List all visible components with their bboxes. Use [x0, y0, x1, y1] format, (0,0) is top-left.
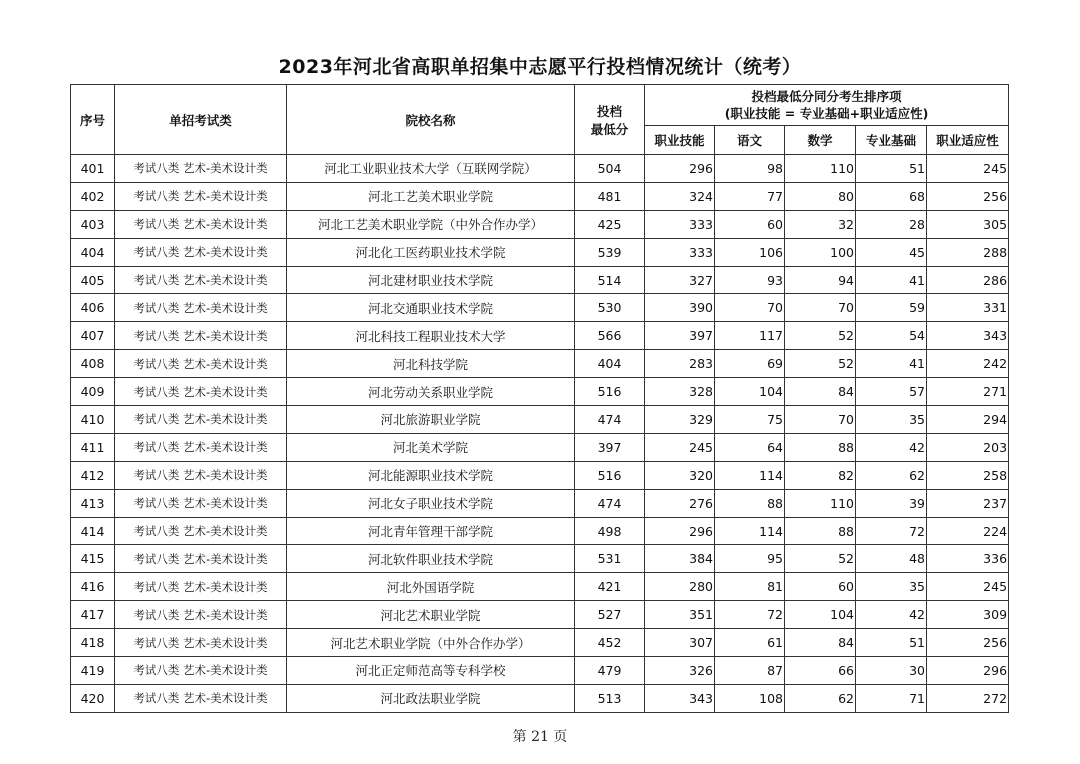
cell-category: 考试八类 艺术-美术设计类 — [115, 322, 287, 350]
cell-vocational-skill: 320 — [645, 461, 715, 489]
cell-vocational-skill: 276 — [645, 489, 715, 517]
cell-index: 407 — [71, 322, 115, 350]
table-row — [71, 684, 1009, 712]
cell-vocational-adaptability: 272 — [927, 684, 1009, 712]
cell-vocational-skill: 390 — [645, 294, 715, 322]
header-chinese: 语文 — [715, 126, 785, 155]
table-row — [71, 350, 1009, 378]
cell-vocational-adaptability: 237 — [927, 489, 1009, 517]
table-row — [71, 657, 1009, 685]
header-professional-base: 专业基础 — [856, 126, 927, 155]
header-school: 院校名称 — [287, 85, 575, 155]
cell-school-name: 河北艺术职业学院 — [287, 601, 575, 629]
cell-school-name: 河北科技学院 — [287, 350, 575, 378]
table-row — [71, 545, 1009, 573]
cell-min-score: 516 — [575, 378, 645, 406]
cell-index: 417 — [71, 601, 115, 629]
cell-school-name: 河北工业职业技术大学（互联网学院） — [287, 155, 575, 183]
cell-school-name: 河北女子职业技术学院 — [287, 489, 575, 517]
table-row — [71, 573, 1009, 601]
cell-chinese: 95 — [715, 545, 785, 573]
cell-chinese: 114 — [715, 461, 785, 489]
cell-school-name: 河北能源职业技术学院 — [287, 461, 575, 489]
cell-vocational-adaptability: 331 — [927, 294, 1009, 322]
cell-vocational-adaptability: 309 — [927, 601, 1009, 629]
cell-math: 88 — [785, 517, 856, 545]
cell-min-score: 474 — [575, 406, 645, 434]
cell-vocational-skill: 327 — [645, 266, 715, 294]
cell-school-name: 河北工艺美术职业学院（中外合作办学） — [287, 210, 575, 238]
cell-professional-base: 62 — [856, 461, 927, 489]
cell-chinese: 64 — [715, 433, 785, 461]
cell-vocational-adaptability: 224 — [927, 517, 1009, 545]
cell-index: 416 — [71, 573, 115, 601]
cell-chinese: 72 — [715, 601, 785, 629]
cell-category: 考试八类 艺术-美术设计类 — [115, 433, 287, 461]
cell-index: 403 — [71, 210, 115, 238]
cell-min-score: 421 — [575, 573, 645, 601]
cell-vocational-skill: 333 — [645, 210, 715, 238]
admission-table-container — [70, 84, 1008, 713]
cell-category: 考试八类 艺术-美术设计类 — [115, 684, 287, 712]
cell-school-name: 河北艺术职业学院（中外合作办学） — [287, 629, 575, 657]
cell-vocational-adaptability: 258 — [927, 461, 1009, 489]
header-vocational-adaptability: 职业适应性 — [927, 126, 1009, 155]
table-row — [71, 182, 1009, 210]
header-tiebreak-group — [645, 85, 1009, 126]
cell-min-score: 425 — [575, 210, 645, 238]
table-row — [71, 433, 1009, 461]
cell-min-score: 530 — [575, 294, 645, 322]
cell-vocational-skill: 326 — [645, 657, 715, 685]
cell-math: 52 — [785, 545, 856, 573]
header-vocational-skill: 职业技能 — [645, 126, 715, 155]
cell-professional-base: 59 — [856, 294, 927, 322]
cell-min-score: 527 — [575, 601, 645, 629]
cell-school-name: 河北美术学院 — [287, 433, 575, 461]
page-title: 2023年河北省高职单招集中志愿平行投档情况统计（统考） — [278, 56, 802, 78]
cell-school-name: 河北交通职业技术学院 — [287, 294, 575, 322]
cell-school-name: 河北科技工程职业技术大学 — [287, 322, 575, 350]
cell-math: 110 — [785, 155, 856, 183]
cell-vocational-adaptability: 256 — [927, 182, 1009, 210]
cell-math: 82 — [785, 461, 856, 489]
cell-math: 104 — [785, 601, 856, 629]
cell-school-name: 河北软件职业技术学院 — [287, 545, 575, 573]
cell-vocational-skill: 333 — [645, 238, 715, 266]
header-math: 数学 — [785, 126, 856, 155]
cell-vocational-adaptability: 245 — [927, 155, 1009, 183]
cell-vocational-adaptability: 336 — [927, 545, 1009, 573]
cell-chinese: 60 — [715, 210, 785, 238]
cell-index: 405 — [71, 266, 115, 294]
cell-vocational-adaptability: 286 — [927, 266, 1009, 294]
cell-chinese: 87 — [715, 657, 785, 685]
header-min-score-line2: 最低分 — [590, 121, 629, 137]
table-row — [71, 155, 1009, 183]
table-row — [71, 238, 1009, 266]
cell-vocational-adaptability: 242 — [927, 350, 1009, 378]
cell-school-name: 河北旅游职业学院 — [287, 406, 575, 434]
cell-vocational-skill: 324 — [645, 182, 715, 210]
cell-math: 32 — [785, 210, 856, 238]
cell-professional-base: 68 — [856, 182, 927, 210]
cell-math: 70 — [785, 406, 856, 434]
cell-category: 考试八类 艺术-美术设计类 — [115, 406, 287, 434]
cell-vocational-skill: 296 — [645, 517, 715, 545]
cell-min-score: 397 — [575, 433, 645, 461]
cell-school-name: 河北青年管理干部学院 — [287, 517, 575, 545]
cell-school-name: 河北政法职业学院 — [287, 684, 575, 712]
table-row — [71, 489, 1009, 517]
table-row — [71, 601, 1009, 629]
cell-min-score: 481 — [575, 182, 645, 210]
table-row — [71, 210, 1009, 238]
cell-category: 考试八类 艺术-美术设计类 — [115, 378, 287, 406]
cell-index: 404 — [71, 238, 115, 266]
table-row — [71, 322, 1009, 350]
cell-min-score: 498 — [575, 517, 645, 545]
page-number: 第 21 页 — [512, 729, 568, 745]
cell-category: 考试八类 艺术-美术设计类 — [115, 629, 287, 657]
cell-category: 考试八类 艺术-美术设计类 — [115, 210, 287, 238]
cell-professional-base: 48 — [856, 545, 927, 573]
header-row-main — [71, 85, 1009, 126]
cell-math: 66 — [785, 657, 856, 685]
cell-vocational-skill: 397 — [645, 322, 715, 350]
cell-math: 94 — [785, 266, 856, 294]
table-row — [71, 294, 1009, 322]
cell-professional-base: 45 — [856, 238, 927, 266]
cell-school-name: 河北化工医药职业技术学院 — [287, 238, 575, 266]
cell-professional-base: 41 — [856, 350, 927, 378]
cell-professional-base: 35 — [856, 406, 927, 434]
cell-math: 84 — [785, 629, 856, 657]
cell-min-score: 452 — [575, 629, 645, 657]
cell-category: 考试八类 艺术-美术设计类 — [115, 573, 287, 601]
cell-professional-base: 51 — [856, 155, 927, 183]
table-row — [71, 406, 1009, 434]
cell-school-name: 河北正定师范高等专科学校 — [287, 657, 575, 685]
table-row — [71, 461, 1009, 489]
header-index: 序号 — [71, 85, 115, 155]
cell-index: 419 — [71, 657, 115, 685]
cell-professional-base: 35 — [856, 573, 927, 601]
cell-category: 考试八类 艺术-美术设计类 — [115, 545, 287, 573]
cell-index: 408 — [71, 350, 115, 378]
cell-vocational-skill: 283 — [645, 350, 715, 378]
cell-index: 409 — [71, 378, 115, 406]
table-row — [71, 629, 1009, 657]
cell-category: 考试八类 艺术-美术设计类 — [115, 266, 287, 294]
cell-math: 60 — [785, 573, 856, 601]
cell-math: 80 — [785, 182, 856, 210]
cell-index: 414 — [71, 517, 115, 545]
header-min-score-line1: 投档 — [596, 103, 622, 119]
cell-vocational-adaptability: 288 — [927, 238, 1009, 266]
cell-vocational-adaptability: 296 — [927, 657, 1009, 685]
cell-school-name: 河北劳动关系职业学院 — [287, 378, 575, 406]
cell-vocational-adaptability: 343 — [927, 322, 1009, 350]
cell-vocational-adaptability: 305 — [927, 210, 1009, 238]
cell-math: 84 — [785, 378, 856, 406]
cell-chinese: 93 — [715, 266, 785, 294]
cell-professional-base: 54 — [856, 322, 927, 350]
cell-professional-base: 51 — [856, 629, 927, 657]
cell-chinese: 61 — [715, 629, 785, 657]
cell-professional-base: 30 — [856, 657, 927, 685]
cell-vocational-skill: 329 — [645, 406, 715, 434]
cell-chinese: 104 — [715, 378, 785, 406]
cell-math: 100 — [785, 238, 856, 266]
admission-table — [70, 84, 1009, 713]
cell-vocational-skill: 343 — [645, 684, 715, 712]
cell-chinese: 77 — [715, 182, 785, 210]
cell-professional-base: 28 — [856, 210, 927, 238]
cell-vocational-adaptability: 245 — [927, 573, 1009, 601]
cell-category: 考试八类 艺术-美术设计类 — [115, 350, 287, 378]
cell-index: 420 — [71, 684, 115, 712]
cell-min-score: 531 — [575, 545, 645, 573]
cell-index: 402 — [71, 182, 115, 210]
cell-index: 406 — [71, 294, 115, 322]
cell-chinese: 81 — [715, 573, 785, 601]
cell-index: 418 — [71, 629, 115, 657]
cell-professional-base: 42 — [856, 601, 927, 629]
cell-category: 考试八类 艺术-美术设计类 — [115, 601, 287, 629]
cell-chinese: 70 — [715, 294, 785, 322]
cell-category: 考试八类 艺术-美术设计类 — [115, 155, 287, 183]
cell-math: 70 — [785, 294, 856, 322]
cell-index: 413 — [71, 489, 115, 517]
cell-chinese: 88 — [715, 489, 785, 517]
cell-vocational-skill: 307 — [645, 629, 715, 657]
header-tiebreak-line1: 投档最低分同分考生排序项 — [751, 89, 902, 104]
cell-index: 411 — [71, 433, 115, 461]
cell-index: 412 — [71, 461, 115, 489]
cell-category: 考试八类 艺术-美术设计类 — [115, 517, 287, 545]
cell-school-name: 河北外国语学院 — [287, 573, 575, 601]
cell-math: 52 — [785, 322, 856, 350]
cell-min-score: 513 — [575, 684, 645, 712]
cell-index: 410 — [71, 406, 115, 434]
cell-professional-base: 39 — [856, 489, 927, 517]
cell-min-score: 566 — [575, 322, 645, 350]
cell-math: 88 — [785, 433, 856, 461]
cell-min-score: 516 — [575, 461, 645, 489]
cell-vocational-skill: 296 — [645, 155, 715, 183]
cell-vocational-skill: 328 — [645, 378, 715, 406]
table-row — [71, 266, 1009, 294]
table-row — [71, 517, 1009, 545]
cell-school-name: 河北建材职业技术学院 — [287, 266, 575, 294]
header-category: 单招考试类 — [115, 85, 287, 155]
cell-math: 110 — [785, 489, 856, 517]
cell-vocational-adaptability: 203 — [927, 433, 1009, 461]
cell-index: 415 — [71, 545, 115, 573]
cell-vocational-adaptability: 256 — [927, 629, 1009, 657]
cell-math: 62 — [785, 684, 856, 712]
cell-professional-base: 71 — [856, 684, 927, 712]
cell-category: 考试八类 艺术-美术设计类 — [115, 294, 287, 322]
cell-vocational-adaptability: 271 — [927, 378, 1009, 406]
cell-vocational-adaptability: 294 — [927, 406, 1009, 434]
cell-chinese: 114 — [715, 517, 785, 545]
cell-category: 考试八类 艺术-美术设计类 — [115, 461, 287, 489]
cell-chinese: 75 — [715, 406, 785, 434]
header-tiebreak-line2: (职业技能 = 专业基础+职业适应性) — [724, 106, 929, 121]
cell-min-score: 404 — [575, 350, 645, 378]
cell-professional-base: 41 — [856, 266, 927, 294]
cell-category: 考试八类 艺术-美术设计类 — [115, 657, 287, 685]
cell-professional-base: 57 — [856, 378, 927, 406]
cell-vocational-skill: 384 — [645, 545, 715, 573]
cell-chinese: 98 — [715, 155, 785, 183]
cell-category: 考试八类 艺术-美术设计类 — [115, 489, 287, 517]
cell-vocational-skill: 245 — [645, 433, 715, 461]
table-body — [71, 155, 1009, 713]
cell-school-name: 河北工艺美术职业学院 — [287, 182, 575, 210]
cell-category: 考试八类 艺术-美术设计类 — [115, 238, 287, 266]
cell-min-score: 504 — [575, 155, 645, 183]
cell-min-score: 514 — [575, 266, 645, 294]
cell-category: 考试八类 艺术-美术设计类 — [115, 182, 287, 210]
cell-chinese: 69 — [715, 350, 785, 378]
cell-min-score: 474 — [575, 489, 645, 517]
cell-vocational-skill: 280 — [645, 573, 715, 601]
cell-chinese: 117 — [715, 322, 785, 350]
cell-professional-base: 42 — [856, 433, 927, 461]
table-row — [71, 378, 1009, 406]
cell-math: 52 — [785, 350, 856, 378]
header-min-score — [575, 85, 645, 155]
cell-chinese: 106 — [715, 238, 785, 266]
cell-min-score: 479 — [575, 657, 645, 685]
cell-professional-base: 72 — [856, 517, 927, 545]
cell-chinese: 108 — [715, 684, 785, 712]
cell-min-score: 539 — [575, 238, 645, 266]
cell-index: 401 — [71, 155, 115, 183]
cell-vocational-skill: 351 — [645, 601, 715, 629]
